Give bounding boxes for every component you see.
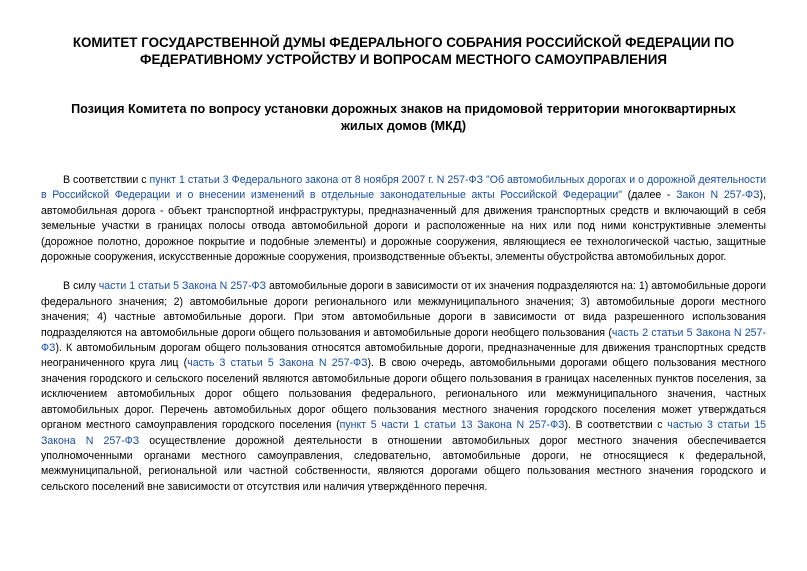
law-257-fz-link[interactable]: Закон N 257-ФЗ (676, 189, 760, 202)
article-13-part-1-item-5-link[interactable]: пункт 5 части 1 статьи 13 Закона N 257-ФЗ (339, 419, 565, 432)
paragraph-1 (41, 173, 766, 265)
committee-title: КОМИТЕТ ГОСУДАРСТВЕННОЙ ДУМЫ ФЕДЕРАЛЬНОГО СОБРАНИЯ РОССИЙСКОЙ ФЕДЕРАЦИИ ПО ФЕДЕРАТИВНОМУ УСТРОЙСТВУ И ВОПРОСАМ МЕСТНОГО САМОУПРАВЛЕНИЯ (72, 35, 735, 67)
article-5-part-2-link[interactable]: часть 2 статьи 5 Закона N 257-ФЗ (41, 326, 766, 355)
paragraph-2-text-3: ). В свою очередь, автомобильными дорогами общего пользования местного значения городского и сельского поселений являются автомобильные дороги общего пользования в границах населенных пунктов поселения, за исключением автомобильных дорог общего пользования федерального, регионального или межмуниципального значения, частных автомобильных дорог. Перечень автомобильных дорог общего пользования местного значения городского поселения может утверждаться органом местного самоуправления городского поселения ( (41, 357, 767, 432)
paragraph-2-text-0: В силу (63, 280, 99, 293)
paragraph-2 (41, 279, 766, 495)
article-5-part-3-link[interactable]: часть 3 статьи 5 Закона N 257-ФЗ (187, 357, 368, 370)
article-15-part-3-link[interactable]: частью 3 статьи 15 Закона N 257-ФЗ (41, 419, 767, 447)
paragraph-2-text-1: автомобильные дороги в зависимости от их значения подразделяются на: 1) автомобильные дороги федерального значения; 2) автомобильные дороги регионального или межмуниципального значения; 3) автомобильные дороги местного значения; 4) частные автомобильные дороги. При этом автомобильные дороги в зависимости от вида разрешенного использования подразделяются на автомобильные дороги общего пользования и автомобильные дороги необщего пользования ( (41, 280, 767, 339)
law-257-fz-article-3-link[interactable]: пункт 1 статьи 3 Федерального закона от 8 ноября 2007 г. N 257-ФЗ "Об автомобильных дорогах и о дорожной деятельности в Российской Федерации и о внесении изменений в отдельные законодательные акты Российской Федерации" (41, 174, 767, 202)
paragraph-2-text-2: ). К автомобильным дорогам общего пользования относятся автомобильные дороги, предназначенные для движения транспортных средств неограниченного круга лиц ( (41, 342, 766, 370)
paragraph-2-text-4: ). В соответствии с (564, 419, 668, 432)
position-title: Позиция Комитета по вопросу установки дорожных знаков на придомовой территории многоквартирных жилых домов (МКД) (71, 102, 736, 133)
paragraph-1-text-1: (далее - (622, 189, 677, 202)
paragraph-2-text-5: осуществление дорожной деятельности в отношении автомобильных дорог местного значения обеспечивается уполномоченными органами местного самоуправления, следовательно, автомобильные дороги, не относящиеся к федеральной, межмуниципальной, региональной или частной собственности, являются дорогами общего пользования местного значения городского и сельского поселений вне зависимости от отсутствия или наличия утверждённого перечня. (41, 434, 767, 493)
paragraph-1-text-0: В соответствии с (63, 174, 150, 186)
article-5-part-1-link[interactable]: части 1 статьи 5 Закона N 257-ФЗ (98, 280, 266, 293)
paragraph-1-text-2: ), автомобильная дорога - объект транспортной инфраструктуры, предназначенный для движения транспортных средств и включающий в себя земельные участки в границах полосы отвода автомобильной дороги и расположенные на них или под ними конструктивные элементы (дорожное полотно, дорожное покрытие и подобные элементы) и дорожные сооружения, являющиеся ее технологической частью, защитные дорожные сооружения, искусственные дорожные сооружения, производственные объекты, элементы обустройства автомобильных дорог. (41, 189, 766, 264)
